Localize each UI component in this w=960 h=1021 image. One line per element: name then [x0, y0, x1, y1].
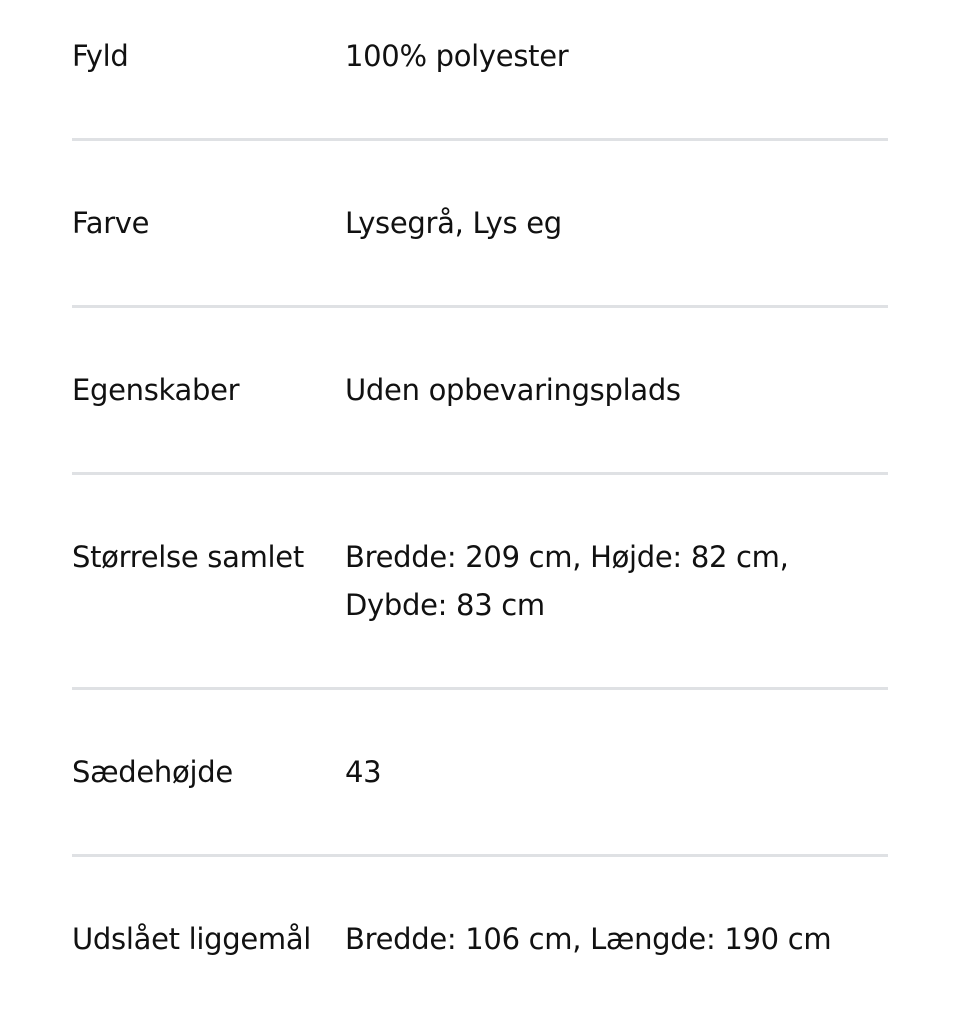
spec-label: Udslået liggemål: [72, 922, 312, 956]
spec-label: Størrelse samlet: [72, 540, 304, 574]
spec-value: 43: [345, 755, 382, 789]
spec-value: 100% polyester: [345, 39, 569, 73]
spec-value: Lysegrå, Lys eg: [345, 206, 562, 240]
spec-label: Fyld: [72, 39, 129, 73]
spec-row: [72, 308, 888, 475]
spec-row: [72, 857, 888, 1021]
spec-value: Bredde: 209 cm, Højde: 82 cm, Dybde: 83 cm: [345, 540, 789, 622]
spec-row: [72, 141, 888, 308]
spec-row: [72, 475, 888, 690]
product-specs-table: [72, 0, 888, 1021]
spec-label: Sædehøjde: [72, 755, 233, 789]
spec-row: [72, 690, 888, 857]
spec-value: Uden opbevaringsplads: [345, 373, 681, 407]
spec-label: Farve: [72, 206, 150, 240]
spec-row: [72, 0, 888, 141]
spec-value: Bredde: 106 cm, Længde: 190 cm: [345, 922, 832, 956]
spec-label: Egenskaber: [72, 373, 240, 407]
